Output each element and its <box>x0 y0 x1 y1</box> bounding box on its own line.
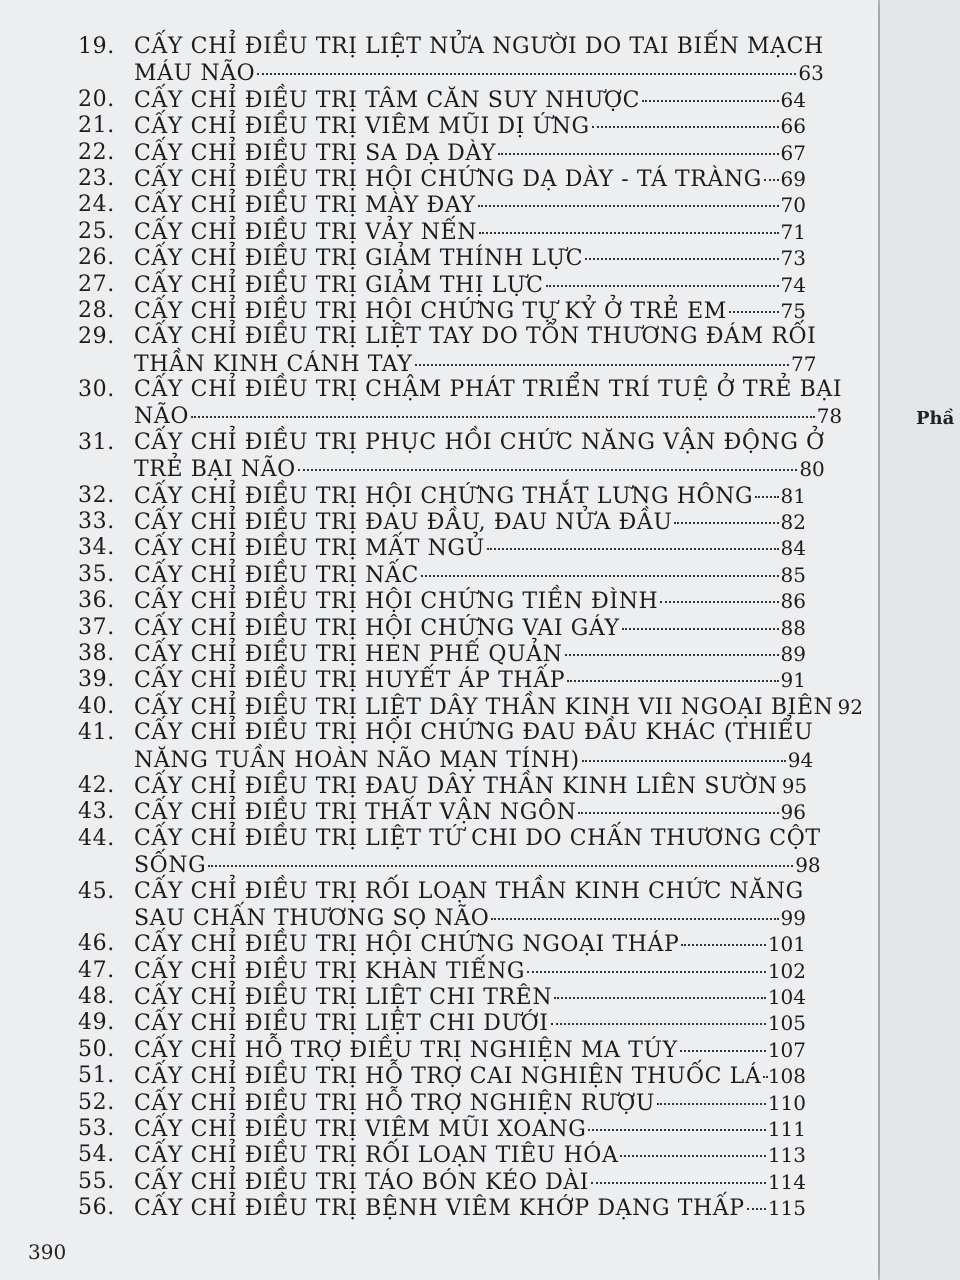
entry-title-text: CẤY CHỈ ĐIỀU TRỊ VIÊM MŨI DỊ ỨNG <box>134 114 590 140</box>
entry-title <box>134 535 806 561</box>
entry-title-line <box>134 826 821 852</box>
entry-number: 31. <box>78 429 115 455</box>
entry-title <box>134 1010 806 1036</box>
entry-title-line <box>134 483 806 509</box>
entry-title-text: CẤY CHỈ ĐIỀU TRỊ LIỆT CHI TRÊN <box>134 985 553 1011</box>
entry-title-line <box>134 324 816 350</box>
entry-title <box>134 984 806 1010</box>
entry-page-number: 104 <box>767 985 806 1010</box>
entry-number: 22. <box>78 139 115 165</box>
entry-number: 25. <box>78 218 115 244</box>
entry-title-line <box>134 509 806 535</box>
dot-leader <box>415 364 790 366</box>
dot-leader <box>551 1023 766 1025</box>
entry-title <box>134 245 806 271</box>
entry-title-text: SỐNG <box>134 853 207 879</box>
toc-entry <box>78 879 806 932</box>
dot-leader <box>565 654 779 656</box>
entry-page-number: 86 <box>780 589 806 614</box>
entry-title-text: CẤY CHỈ ĐIỀU TRỊ HỘI CHỨNG DẠ DÀY - TÁ TRÀNG <box>134 166 762 192</box>
entry-title <box>134 87 806 113</box>
entry-title-line <box>134 615 806 641</box>
toc-entry <box>78 140 806 166</box>
entry-title <box>134 588 806 614</box>
entry-number: 48. <box>78 984 115 1010</box>
entry-title-line <box>134 1116 806 1142</box>
dot-leader <box>591 1182 766 1184</box>
entry-number: 43. <box>78 799 115 825</box>
toc-entry <box>78 825 821 879</box>
entry-page-number: 107 <box>767 1037 806 1062</box>
entry-number: 23. <box>78 165 115 191</box>
entry-title-text: TRẺ BẠI NÃO <box>134 457 296 483</box>
entry-page-number: 73 <box>780 246 806 271</box>
dot-leader <box>680 1050 766 1052</box>
entry-title-text: CẤY CHỈ ĐIỀU TRỊ HUYẾT ÁP THẤP <box>134 668 566 694</box>
entry-number: 19. <box>78 34 115 59</box>
entry-page-number: 66 <box>780 114 806 139</box>
entry-number: 28. <box>78 297 115 323</box>
entry-title-text: CẤY CHỈ ĐIỀU TRỊ HỘI CHỨNG ĐAU ĐẦU KHÁC (THIỂU <box>134 720 814 746</box>
entry-title-line <box>134 588 806 614</box>
toc-entry <box>78 509 806 535</box>
entry-title-text: CẤY CHỈ ĐIỀU TRỊ PHỤC HỒI CHỨC NĂNG VẬN ĐỘNG Ở <box>134 429 825 455</box>
entry-title-line <box>134 720 813 746</box>
entry-title <box>134 879 806 932</box>
entry-title-text: THẦN KINH CÁNH TAY <box>134 351 413 377</box>
dot-leader <box>622 628 779 630</box>
entry-title-text: CẤY CHỈ ĐIỀU TRỊ MÀY ĐAY <box>134 193 476 219</box>
entry-title-line <box>134 272 806 298</box>
toc-entry <box>78 1037 806 1063</box>
entry-page-number: 101 <box>767 932 806 957</box>
entry-title-line <box>134 34 824 60</box>
toc-entry <box>78 958 806 984</box>
entry-title <box>134 1063 806 1089</box>
toc-entry <box>78 615 806 641</box>
entry-title <box>134 509 806 535</box>
toc-entry <box>78 34 824 87</box>
entry-page-number: 63 <box>798 61 824 86</box>
facing-page-edge <box>880 0 960 1280</box>
entry-title <box>134 1116 806 1142</box>
entry-page-number: 82 <box>780 510 806 535</box>
facing-page-heading-fragment: Phầ <box>916 408 955 429</box>
entry-title-line <box>134 140 806 166</box>
entry-page-number: 69 <box>780 166 806 191</box>
entry-number: 41. <box>78 720 115 746</box>
toc-entry <box>78 667 806 693</box>
entry-title-line <box>134 905 806 931</box>
entry-page-number: 98 <box>795 853 821 878</box>
entry-title-text: CẤY CHỈ ĐIỀU TRỊ MẤT NGỦ <box>134 536 485 562</box>
entry-title-text: CẤY CHỈ ĐIỀU TRỊ ĐAU DÂY THẦN KINH LIÊN SƯỜN <box>134 773 778 799</box>
entry-number: 49. <box>78 1010 115 1036</box>
entry-page-number: 75 <box>780 298 806 323</box>
entry-title-line <box>134 245 806 271</box>
entry-number: 50. <box>78 1036 115 1062</box>
entry-title-line <box>134 377 842 403</box>
entry-number: 56. <box>78 1195 115 1221</box>
entry-title <box>134 324 816 377</box>
entry-title <box>134 667 806 693</box>
toc-entry <box>78 245 806 271</box>
entry-title-line <box>134 87 806 113</box>
entry-page-number: 78 <box>816 404 843 429</box>
entry-title-text: CẤY CHỈ ĐIỀU TRỊ ĐAU ĐẦU, ĐAU NỬA ĐẦU <box>134 510 673 536</box>
entry-title <box>134 1037 806 1063</box>
entry-title-line <box>134 641 806 667</box>
entry-title-line <box>134 1090 806 1116</box>
entry-title-line <box>134 535 806 561</box>
entry-title <box>134 219 806 245</box>
dot-leader <box>592 126 779 128</box>
entry-title-text: CẤY CHỈ ĐIỀU TRỊ LIỆT TỨ CHI DO CHẤN THƯƠNG CỘT <box>134 825 821 851</box>
entry-title-line <box>134 1142 806 1168</box>
toc-entry <box>78 324 817 377</box>
entry-title <box>134 615 806 641</box>
dot-leader <box>491 918 778 920</box>
entry-number: 40. <box>78 693 115 719</box>
entry-title <box>134 799 806 825</box>
entry-number: 35. <box>78 561 115 587</box>
entry-title-text: CẤY CHỈ ĐIỀU TRỊ VIÊM MŨI XOANG <box>134 1117 587 1143</box>
toc-entry <box>78 535 806 561</box>
toc-entry <box>78 377 843 430</box>
entry-title-text: CẤY CHỈ ĐIỀU TRỊ RỐI LOẠN THẦN KINH CHỨC NĂNG <box>134 878 804 904</box>
entry-title-line <box>134 1169 806 1195</box>
entry-number: 39. <box>78 667 115 693</box>
table-of-contents <box>78 34 863 1222</box>
dot-leader <box>747 1208 766 1210</box>
entry-title-line <box>134 931 806 957</box>
entry-page-number: 94 <box>787 747 814 772</box>
toc-entry <box>78 1010 806 1036</box>
entry-title-line <box>134 430 825 456</box>
dot-leader <box>582 760 786 762</box>
entry-page-number: 64 <box>780 87 806 112</box>
entry-page-number: 95 <box>781 773 808 798</box>
entry-title-text: CẤY CHỈ ĐIỀU TRỊ THẤT VẬN NGÔN <box>134 800 577 826</box>
entry-title-text: NÃO <box>134 404 189 430</box>
entry-title-text: CẤY CHỈ ĐIỀU TRỊ LIỆT TAY DO TỔN THƯƠNG ĐÁM RỐI <box>134 324 817 350</box>
dot-leader <box>585 258 778 260</box>
entry-title <box>134 1142 806 1168</box>
toc-entry <box>78 272 806 298</box>
dot-leader <box>191 416 815 418</box>
entry-title-text: CẤY CHỈ ĐIỀU TRỊ RỐI LOẠN TIÊU HÓA <box>134 1143 619 1169</box>
entry-page-number: 84 <box>780 536 806 561</box>
entry-title-line <box>134 984 806 1010</box>
entry-title <box>134 1090 806 1116</box>
dot-leader <box>546 285 779 287</box>
toc-entry <box>78 1142 806 1168</box>
page-number: 390 <box>28 1240 67 1264</box>
entry-number: 46. <box>78 931 115 957</box>
entry-title-line <box>134 351 816 377</box>
entry-number: 37. <box>78 614 115 640</box>
entry-title-line <box>134 166 806 192</box>
entry-number: 20. <box>78 86 115 112</box>
toc-entry <box>78 1169 806 1195</box>
dot-leader <box>588 1129 765 1131</box>
entry-title-text: CẤY CHỈ ĐIỀU TRỊ CHẬM PHÁT TRIỂN TRÍ TUỆ Ở TRẺ BẠI <box>134 377 843 403</box>
dot-leader <box>681 944 765 946</box>
entry-page-number: 71 <box>780 219 806 244</box>
entry-title-line <box>134 1195 806 1221</box>
entry-number: 53. <box>78 1116 115 1142</box>
toc-entry <box>78 1063 806 1089</box>
entry-title-text: CẤY CHỈ ĐIỀU TRỊ HỘI CHỨNG NGOẠI THÁP <box>134 932 680 958</box>
toc-entry <box>78 931 806 957</box>
entry-number: 24. <box>78 192 115 218</box>
entry-title <box>134 34 824 87</box>
toc-entry <box>78 429 825 483</box>
toc-entry <box>78 192 806 218</box>
dot-leader <box>567 680 778 682</box>
dot-leader <box>578 812 778 814</box>
entry-page-number: 111 <box>767 1117 806 1142</box>
entry-number: 33. <box>78 509 115 535</box>
dot-leader <box>642 100 778 102</box>
entry-title <box>134 377 842 430</box>
dot-leader <box>620 1155 765 1157</box>
entry-title-text: CẤY CHỈ ĐIỀU TRỊ HEN PHẾ QUẢN <box>134 641 563 667</box>
dot-leader <box>479 232 778 234</box>
entry-title <box>134 140 806 166</box>
entry-title-text: CẤY CHỈ HỖ TRỢ ĐIỀU TRỊ NGHIỆN MA TÚY <box>134 1037 678 1063</box>
entry-title-line <box>134 456 825 482</box>
entry-title <box>134 166 806 192</box>
entry-title-line <box>134 799 806 825</box>
entry-title-text: CẤY CHỈ ĐIỀU TRỊ NẤC <box>134 562 419 588</box>
entry-title <box>134 826 821 879</box>
entry-page-number: 74 <box>780 272 806 297</box>
entry-number: 51. <box>78 1063 115 1089</box>
entry-page-number: 99 <box>780 905 806 930</box>
entry-page-number: 105 <box>767 1011 806 1036</box>
entry-title-text: CẤY CHỈ ĐIỀU TRỊ TÂM CĂN SUY NHƯỢC <box>134 87 641 113</box>
entry-title-line <box>134 879 806 905</box>
entry-number: 55. <box>78 1168 115 1194</box>
toc-entry <box>78 799 806 825</box>
toc-entry <box>78 1090 806 1116</box>
entry-number: 36. <box>78 588 115 614</box>
entry-page-number: 91 <box>780 668 806 693</box>
entry-number: 42. <box>78 772 115 798</box>
entry-title-text: CẤY CHỈ ĐIỀU TRỊ VẢY NẾN <box>134 219 478 245</box>
dot-leader <box>487 548 779 550</box>
entry-number: 44. <box>78 825 115 851</box>
entry-title-line <box>134 192 806 218</box>
entry-title <box>134 773 807 799</box>
entry-title <box>134 272 806 298</box>
entry-title-text: CẤY CHỈ ĐIỀU TRỊ TÁO BÓN KÉO DÀI <box>134 1169 590 1195</box>
toc-entry <box>78 113 806 139</box>
entry-title-text: CẤY CHỈ ĐIỀU TRỊ GIẢM THÍNH LỰC <box>134 246 584 272</box>
entry-title-line <box>134 403 842 429</box>
toc-entry <box>78 298 806 324</box>
entry-page-number: 77 <box>791 351 817 376</box>
dot-leader <box>527 971 766 973</box>
entry-number: 21. <box>78 113 115 139</box>
entry-number: 52. <box>78 1089 115 1115</box>
entry-page-number: 89 <box>780 641 806 666</box>
entry-title-text: NĂNG TUẦN HOÀN NÃO MẠN TÍNH) <box>134 747 580 773</box>
entry-page-number: 114 <box>767 1169 806 1194</box>
dot-leader <box>660 601 778 603</box>
entry-title-text: CẤY CHỈ ĐIỀU TRỊ BỆNH VIÊM KHỚP DẠNG THẤP <box>134 1196 745 1222</box>
entry-page-number: 88 <box>780 615 806 640</box>
entry-title-line <box>134 1063 806 1089</box>
entry-title-line <box>134 747 813 773</box>
entry-number: 34. <box>78 535 115 561</box>
entry-page-number: 110 <box>767 1090 806 1115</box>
dot-leader <box>657 1103 766 1105</box>
dot-leader <box>257 73 796 75</box>
entry-number: 47. <box>78 957 115 983</box>
entry-title <box>134 641 806 667</box>
dot-leader <box>498 153 778 155</box>
entry-title-text: CẤY CHỈ ĐIỀU TRỊ HỘI CHỨNG TIỀN ĐÌNH <box>134 589 659 615</box>
entry-title-text: CẤY CHỈ ĐIỀU TRỊ HỘI CHỨNG THẮT LƯNG HÔNG <box>134 483 754 509</box>
dot-leader <box>208 865 793 867</box>
dot-leader <box>554 997 766 999</box>
entry-title-text: CẤY CHỈ ĐIỀU TRỊ KHÀN TIẾNG <box>134 958 526 984</box>
entry-page-number: 85 <box>780 562 806 587</box>
entry-page-number: 80 <box>799 457 825 482</box>
entry-title <box>134 1195 806 1221</box>
entry-title <box>134 1169 806 1195</box>
entry-title-line <box>134 1037 806 1063</box>
entry-title-line <box>134 852 821 878</box>
entry-title <box>134 298 806 324</box>
entry-title-text: CẤY CHỈ ĐIỀU TRỊ HỖ TRỢ CAI NGHIỆN THUỐC LÁ <box>134 1064 762 1090</box>
entry-title-line <box>134 298 806 324</box>
toc-entry <box>78 219 806 245</box>
entry-title-line <box>134 667 806 693</box>
entry-page-number: 67 <box>780 140 806 165</box>
entry-number: 30. <box>78 377 115 403</box>
entry-page-number: 70 <box>780 193 806 218</box>
entry-page-number: 113 <box>767 1143 806 1168</box>
entry-page-number: 81 <box>780 483 806 508</box>
toc-entry <box>78 483 806 509</box>
toc-entry <box>78 641 806 667</box>
toc-entry <box>78 166 806 192</box>
entry-number: 45. <box>78 878 115 904</box>
dot-leader <box>764 179 779 181</box>
toc-entry <box>78 1116 806 1142</box>
entry-title-text: CẤY CHỈ ĐIỀU TRỊ LIỆT DÂY THẦN KINH VII NGOẠI BIÊN <box>134 694 834 720</box>
entry-title <box>134 694 863 720</box>
entry-number: 26. <box>78 245 115 271</box>
entry-title <box>134 720 813 773</box>
entry-title-text: CẤY CHỈ ĐIỀU TRỊ SA DẠ DÀY <box>134 140 497 166</box>
entry-title <box>134 562 806 588</box>
entry-title-text: CẤY CHỈ ĐIỀU TRỊ LIỆT CHI DƯỚI <box>134 1011 549 1037</box>
toc-entry <box>78 720 814 773</box>
entry-page-number: 96 <box>780 800 806 825</box>
entry-number: 54. <box>78 1142 115 1168</box>
entry-title-text: CẤY CHỈ ĐIỀU TRỊ HỘI CHỨNG VAI GÁY <box>134 615 620 641</box>
toc-entry <box>78 588 806 614</box>
entry-number: 38. <box>78 640 115 666</box>
entry-title-line <box>134 60 824 86</box>
dot-leader <box>729 311 779 313</box>
entry-title-line <box>134 113 806 139</box>
entry-title-text: SAU CHẤN THƯƠNG SỌ NÃO <box>134 905 490 931</box>
entry-title-line <box>134 773 807 799</box>
entry-number: 29. <box>78 324 115 350</box>
entry-title <box>134 958 806 984</box>
entry-title-line <box>134 562 806 588</box>
entry-page-number: 108 <box>767 1064 806 1089</box>
toc-entry <box>78 693 863 720</box>
entry-page-number: 115 <box>767 1196 806 1221</box>
toc-entry <box>78 773 806 799</box>
entry-title-line <box>134 219 806 245</box>
dot-leader <box>298 469 798 471</box>
toc-entry <box>78 562 806 588</box>
dot-leader <box>763 1076 765 1078</box>
entry-title-line <box>134 694 863 720</box>
toc-entry <box>78 1195 806 1221</box>
dot-leader <box>421 575 779 577</box>
toc-entry <box>78 984 806 1010</box>
entry-title-text: MÁU NÃO <box>134 61 256 87</box>
entry-number: 27. <box>78 271 115 297</box>
entry-title-text: CẤY CHỈ ĐIỀU TRỊ GIẢM THỊ LỰC <box>134 272 544 298</box>
entry-title-text: CẤY CHỈ ĐIỀU TRỊ LIỆT NỬA NGƯỜI DO TAI BIẾN MẠCH <box>134 34 824 59</box>
entry-title <box>134 113 806 139</box>
entry-title <box>134 430 825 483</box>
entry-title-text: CẤY CHỈ ĐIỀU TRỊ HỖ TRỢ NGHIỆN RƯỢU <box>134 1090 656 1116</box>
entry-page-number: 92 <box>837 694 863 719</box>
dot-leader <box>755 496 778 498</box>
entry-title <box>134 931 806 957</box>
entry-page-number: 102 <box>767 958 806 983</box>
entry-title-line <box>134 958 806 984</box>
toc-entry <box>78 87 806 113</box>
entry-title-line <box>134 1010 806 1036</box>
entry-title-text: CẤY CHỈ ĐIỀU TRỊ HỘI CHỨNG TỰ KỶ Ở TRẺ EM <box>134 298 727 324</box>
dot-leader <box>478 205 779 207</box>
entry-title <box>134 192 806 218</box>
dot-leader <box>674 522 778 524</box>
entry-title <box>134 483 806 509</box>
entry-number: 32. <box>78 482 115 508</box>
